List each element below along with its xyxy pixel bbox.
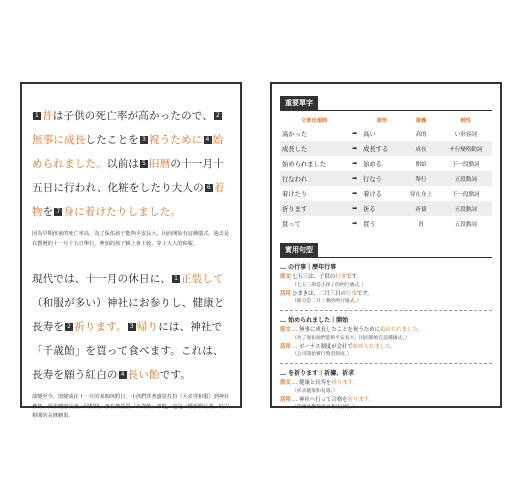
example-text: … ボーナス制度が会社で始められました。 [292, 343, 396, 350]
highlighted-word: 正装して [181, 273, 224, 285]
example-sentence [280, 379, 492, 388]
arrow-icon: ➡ [352, 130, 358, 137]
vocab-cell: 始める [363, 161, 382, 168]
paragraph-1-japanese [32, 104, 230, 224]
vocab-cell: 高い [363, 131, 376, 138]
left-page [20, 82, 242, 419]
example-sentence [280, 343, 492, 352]
example-sentence [280, 326, 492, 335]
example-tag: 原文 [280, 274, 291, 280]
vocab-header: 詞性 [460, 118, 471, 124]
vocab-cell: 祈禱 [402, 201, 439, 216]
phrase-section-header [280, 237, 492, 258]
example-text: ひまきは、二月三日の行事です。 [292, 290, 373, 297]
vocab-cell: 成長 [402, 141, 439, 156]
word-number-badge: 2 [67, 323, 72, 330]
vocab-title: 重要單字 [280, 96, 318, 110]
word-number-badge: 2 [215, 112, 221, 119]
arrow-icon: ➡ [352, 190, 358, 197]
vocab-row [280, 126, 492, 141]
vocab-cell: 着けたり [282, 191, 308, 198]
vocab-cell: 行なう [361, 171, 402, 186]
vocab-section-header [280, 90, 492, 111]
text-segment: を [42, 206, 54, 218]
pattern-heading: … を祈ります｜祈禱、祈求 [280, 370, 355, 377]
example-sentence [280, 273, 492, 282]
text-segment: したことを [85, 134, 139, 146]
example-translation: （節分是二月三號的例行儀式。） [292, 299, 362, 304]
word-number-badge: 6 [206, 184, 211, 191]
vocab-cell: 始められました [282, 161, 327, 168]
word-number-badge: 4 [120, 371, 125, 378]
vocab-cell: 着ける [363, 191, 382, 198]
word-number-badge: 7 [56, 208, 61, 215]
paragraph-2-translation: 演變至今，則變成在十一月的某個休假日，小孩們穿著盛裝打扮（大多穿和服）到神社參拜，祈求健康長壽。回程時，會在神社買「千歲飴」來吃，這是一種祈願長壽、紅白相間的長條糖果。 [32, 394, 230, 419]
vocab-cell: 祈ります [280, 201, 348, 216]
vocab-row [280, 216, 492, 231]
vocab-row [280, 171, 492, 186]
divider [280, 363, 492, 364]
vocab-cell: 買 [418, 221, 424, 228]
highlighted-word: 身に着けたりしました。 [63, 206, 182, 218]
vocab-cell: 下一段動詞 [451, 191, 480, 198]
example-text: … 無事に成長したことを祝うために始められました。 [292, 327, 424, 333]
example-text: … 健康と長寿を祈ります。 [292, 380, 358, 386]
vocab-cell: 舉行 [402, 171, 439, 186]
right-page [270, 82, 502, 408]
vocab-cell: サ行變格動詞 [439, 141, 492, 156]
text-segment: 現代では、十一月の休日に、 [32, 273, 172, 285]
arrow-icon: ➡ [352, 220, 358, 227]
divider [280, 310, 492, 311]
pattern-block [280, 363, 492, 412]
word-number-badge: 1 [174, 275, 179, 282]
vocab-table [280, 114, 492, 231]
pattern-heading: … の行事｜歷年行事 [280, 264, 337, 271]
highlighted-word: 帰り [136, 321, 159, 333]
vocab-cell: い形容詞 [454, 131, 477, 138]
vocab-cell: 成長した [280, 141, 348, 156]
vocab-cell: 成長する [361, 141, 402, 156]
example-tag: 活用 [280, 343, 291, 350]
pattern-block [280, 262, 492, 306]
paragraph-1-translation: 因為早期孩童的死亡率高，為了保佑孩子能夠平安長大，因而開始有這種儀式。過去是在舊曆的十一月十五日舉行，參加的孩子臉上會上妝、穿上大人的和服。 [32, 231, 230, 247]
vocab-row [280, 156, 492, 171]
text-segment: の十一月十五日に行われ、化粧をしたり大人の [32, 158, 224, 194]
vocab-cell: 高的 [415, 131, 427, 138]
example-tag: 活用 [280, 290, 291, 297]
example-translation: （為了保佑他們能夠平安長大，因而開始有這種儀式。） [292, 335, 410, 341]
highlighted-word: 昔 [42, 110, 53, 122]
example-translation: （七五三節是小孩子的例行儀式。） [292, 282, 367, 288]
vocab-row [280, 141, 492, 156]
pattern-block [280, 310, 492, 359]
highlighted-word: 無事に成長 [32, 134, 86, 146]
vocab-cell: 行なわれ [280, 171, 348, 186]
highlighted-word: 旧暦 [149, 158, 171, 170]
pattern-heading: … 始められました｜開始 [280, 317, 349, 324]
arrow-icon: ➡ [348, 201, 361, 216]
text-segment: （和服が多い）神社にお参りし、健康と長寿を [32, 297, 225, 333]
vocab-cell: 祈る [361, 201, 402, 216]
vocab-header: 原形 [376, 118, 388, 124]
vocab-cell: 高かった [282, 131, 308, 138]
vocab-header: 意義 [415, 118, 427, 124]
text-segment: は子供の死亡率が高かったので、 [52, 110, 213, 122]
vocab-cell: 買って [282, 221, 301, 228]
vocab-cell: 穿在身上 [409, 191, 432, 198]
example-text: … 神社へ行って合格を祈ります。 [292, 396, 375, 403]
example-sentence [280, 290, 492, 299]
vocab-cell: 五段動詞 [439, 171, 492, 186]
highlighted-word: 祝うために [149, 134, 203, 146]
vocab-cell: 下一段動詞 [451, 161, 480, 168]
vocab-cell: 五段動詞 [454, 221, 477, 228]
arrow-icon: ➡ [352, 160, 358, 167]
text-segment: です。 [159, 369, 191, 381]
vocab-cell: 買う [363, 221, 376, 228]
vocab-header: 文章出現時 [300, 118, 328, 124]
text-segment: には、神社で「千歳飴」を買って食べます。これは、長寿を願う紅白の [32, 321, 224, 381]
vocab-cell: 開始 [415, 161, 427, 168]
example-translation: （公司開始實行獎金制度。） [292, 352, 352, 357]
example-translation: （祈求健康和長壽。） [292, 388, 338, 394]
vocab-row [280, 186, 492, 201]
phrase-title: 實用句型 [280, 243, 318, 257]
word-number-badge: 5 [142, 160, 147, 167]
highlighted-word: 始められました。 [32, 134, 224, 170]
highlighted-word: 着物 [32, 182, 225, 218]
word-number-badge: 3 [141, 136, 147, 143]
highlighted-word: 長い飴 [127, 369, 160, 381]
arrow-icon: ➡ [348, 141, 361, 156]
example-tag: 原文 [280, 327, 291, 333]
word-number-badge: 1 [34, 112, 40, 119]
paragraph-2-japanese [32, 267, 230, 387]
example-sentence [280, 396, 492, 405]
highlighted-word: 祈ります。 [74, 321, 127, 333]
vocab-row [280, 201, 492, 216]
text-segment: 以前は [106, 158, 140, 170]
word-number-badge: 4 [205, 136, 210, 143]
example-tag: 原文 [280, 380, 291, 386]
vocab-cell: 五段動詞 [439, 201, 492, 216]
example-tag: 活用 [280, 396, 291, 403]
pattern-list [280, 262, 492, 412]
arrow-icon: ➡ [348, 171, 361, 186]
example-translation: （到神社參拜祈求考試合格。） [292, 405, 357, 410]
word-number-badge: 3 [129, 323, 134, 330]
example-text: 七五三は、子供の行事です。 [292, 274, 362, 280]
